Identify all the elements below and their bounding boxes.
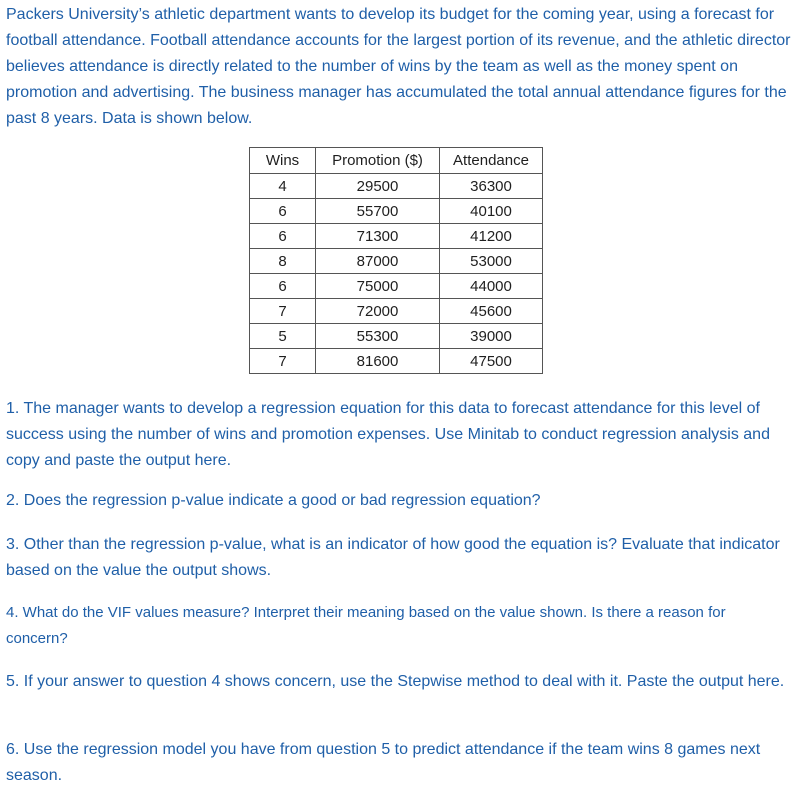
cell-promotion: 55300 (316, 324, 440, 349)
cell-attendance: 44000 (440, 274, 543, 299)
question-5: 5. If your answer to question 4 shows concern, use the Stepwise method to deal with it. Paste the output here. (6, 673, 785, 690)
cell-wins: 5 (250, 324, 316, 349)
cell-wins: 4 (250, 174, 316, 199)
cell-promotion: 81600 (316, 349, 440, 374)
cell-promotion: 87000 (316, 249, 440, 274)
question-4: 4. What do the VIF values measure? Interpret their meaning based on the value shown. Is there a reason for concern? (6, 604, 726, 647)
cell-attendance: 41200 (440, 224, 543, 249)
cell-attendance: 40100 (440, 199, 543, 224)
intro-paragraph: Packers University’s athletic department wants to develop its budget for the coming year, using a forecast for football attendance. Football attendance accounts for the largest portion of its revenue, and the athletic director believes attendance is directly related to the number of wins by the team as well as the money spent on promotion and advertising. The business manager has accumulated the total annual attendance figures for the past 8 years. Data is shown below. (6, 6, 791, 127)
table-row (250, 199, 543, 224)
table-row (250, 249, 543, 274)
cell-wins: 6 (250, 274, 316, 299)
question-3: 3. Other than the regression p-value, what is an indicator of how good the equation is? Evaluate that indicator based on the value the output shows. (6, 536, 780, 579)
question-6: 6. Use the regression model you have from question 5 to predict attendance if the team wins 8 games next season. (6, 741, 761, 784)
table-row (250, 274, 543, 299)
question-1: 1. The manager wants to develop a regression equation for this data to forecast attendance for this level of success using the number of wins and promotion expenses. Use Minitab to conduct regression analysis and copy and paste the output here. (6, 400, 770, 469)
cell-promotion: 72000 (316, 299, 440, 324)
cell-wins: 8 (250, 249, 316, 274)
cell-attendance: 36300 (440, 174, 543, 199)
cell-promotion: 29500 (316, 174, 440, 199)
header-promotion: Promotion ($) (316, 148, 440, 174)
cell-wins: 7 (250, 299, 316, 324)
header-attendance: Attendance (440, 148, 543, 174)
cell-promotion: 55700 (316, 199, 440, 224)
cell-attendance: 47500 (440, 349, 543, 374)
cell-wins: 6 (250, 224, 316, 249)
cell-wins: 6 (250, 199, 316, 224)
cell-attendance: 39000 (440, 324, 543, 349)
header-wins: Wins (250, 148, 316, 174)
cell-wins: 7 (250, 349, 316, 374)
table-row (250, 174, 543, 199)
table-row (250, 224, 543, 249)
table-row (250, 299, 543, 324)
cell-promotion: 75000 (316, 274, 440, 299)
table-row (250, 324, 543, 349)
attendance-data-table (249, 147, 543, 374)
cell-attendance: 45600 (440, 299, 543, 324)
cell-attendance: 53000 (440, 249, 543, 274)
table-header-row (250, 148, 543, 174)
table-row (250, 349, 543, 374)
question-2: 2. Does the regression p-value indicate a good or bad regression equation? (6, 492, 541, 509)
cell-promotion: 71300 (316, 224, 440, 249)
